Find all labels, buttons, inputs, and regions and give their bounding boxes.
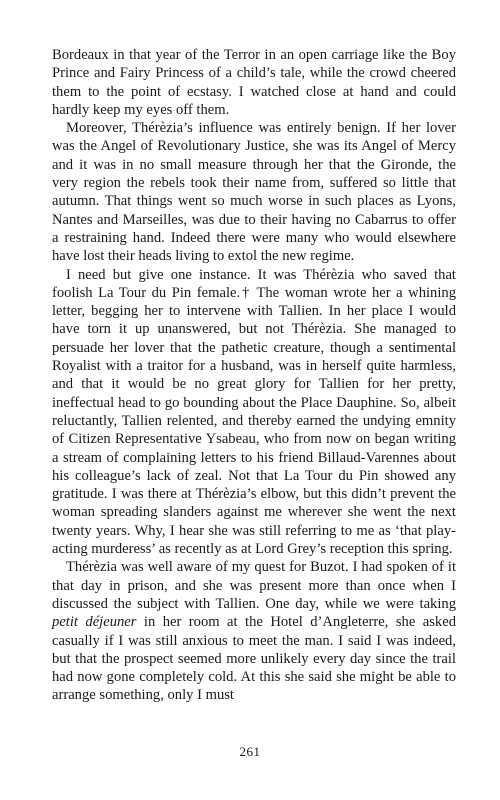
paragraph-1: Bordeaux in that year of the Terror in an open carriage like the Boy Prince and Fairy Princess of a child’s tale, while the crowd cheered them to the point of ecstasy. I watched close at hand and could hardly keep my eyes off them. <box>52 47 456 118</box>
paragraph-3: I need but give one instance. It was Thérèzia who saved that foolish La Tour du Pin female.† The woman wrote her a whining letter, begging her to intervene with Tallien. In her place I would have torn it up unanswered, but not Thérèzia. She managed to persuade her lover that the pathetic creature, though a sentimental Royalist with a traitor for a husband, was in herself quite harmless, and that it would be no great glory for Tallien for her pretty, ineffectual head to go bounding about the Place Dauphine. So, albeit reluctantly, Tallien relented, and thereby earned the undying emnity of Citizen Representative Ysabeau, who from now on began writing a stream of complaining letters to his friend Billaud-Varennes about his colleague’s lack of zeal. Not that La Tour du Pin showed any gratitude. I was there at Thérèzia’s elbow, but this didn’t prevent the woman spreading slanders against me wherever she went the next twenty years. Why, I hear she was still referring to me as ‘that play-acting murderess’ as recently as at Lord Grey’s reception this spring. <box>52 266 456 558</box>
italic-phrase: petit déjeuner <box>52 614 137 631</box>
paragraph-4: Thérèzia was well aware of my quest for Buzot. I had spoken of it that day in prison, and she was present more than once when I discussed the subject with Tallien. One day, while we were taking petit déjeuner in her room at the Hotel d’Angleterre, she asked casually if I was still anxious to meet the man. I said I was indeed, but that the prospect seemed more unlikely every day since the trail had now gone completely cold. At this she said she might be able to arrange something, only I must <box>52 559 456 704</box>
page-number: 261 <box>239 744 261 759</box>
page-body <box>52 46 456 705</box>
paragraph-2: Moreover, Thérèzia’s influence was entirely benign. If her lover was the Angel of Revolutionary Justice, she was its Angel of Mercy and it was in no small measure through her that the Gironde, the very region the rebels took their name from, suffered so little that autumn. That things went so much worse in such places as Lyons, Nantes and Marseilles, was due to their having no Cabarrus to offer a restraining hand. Indeed there were many who would elsewhere have lost their heads living to extol the new regime. <box>52 120 456 265</box>
